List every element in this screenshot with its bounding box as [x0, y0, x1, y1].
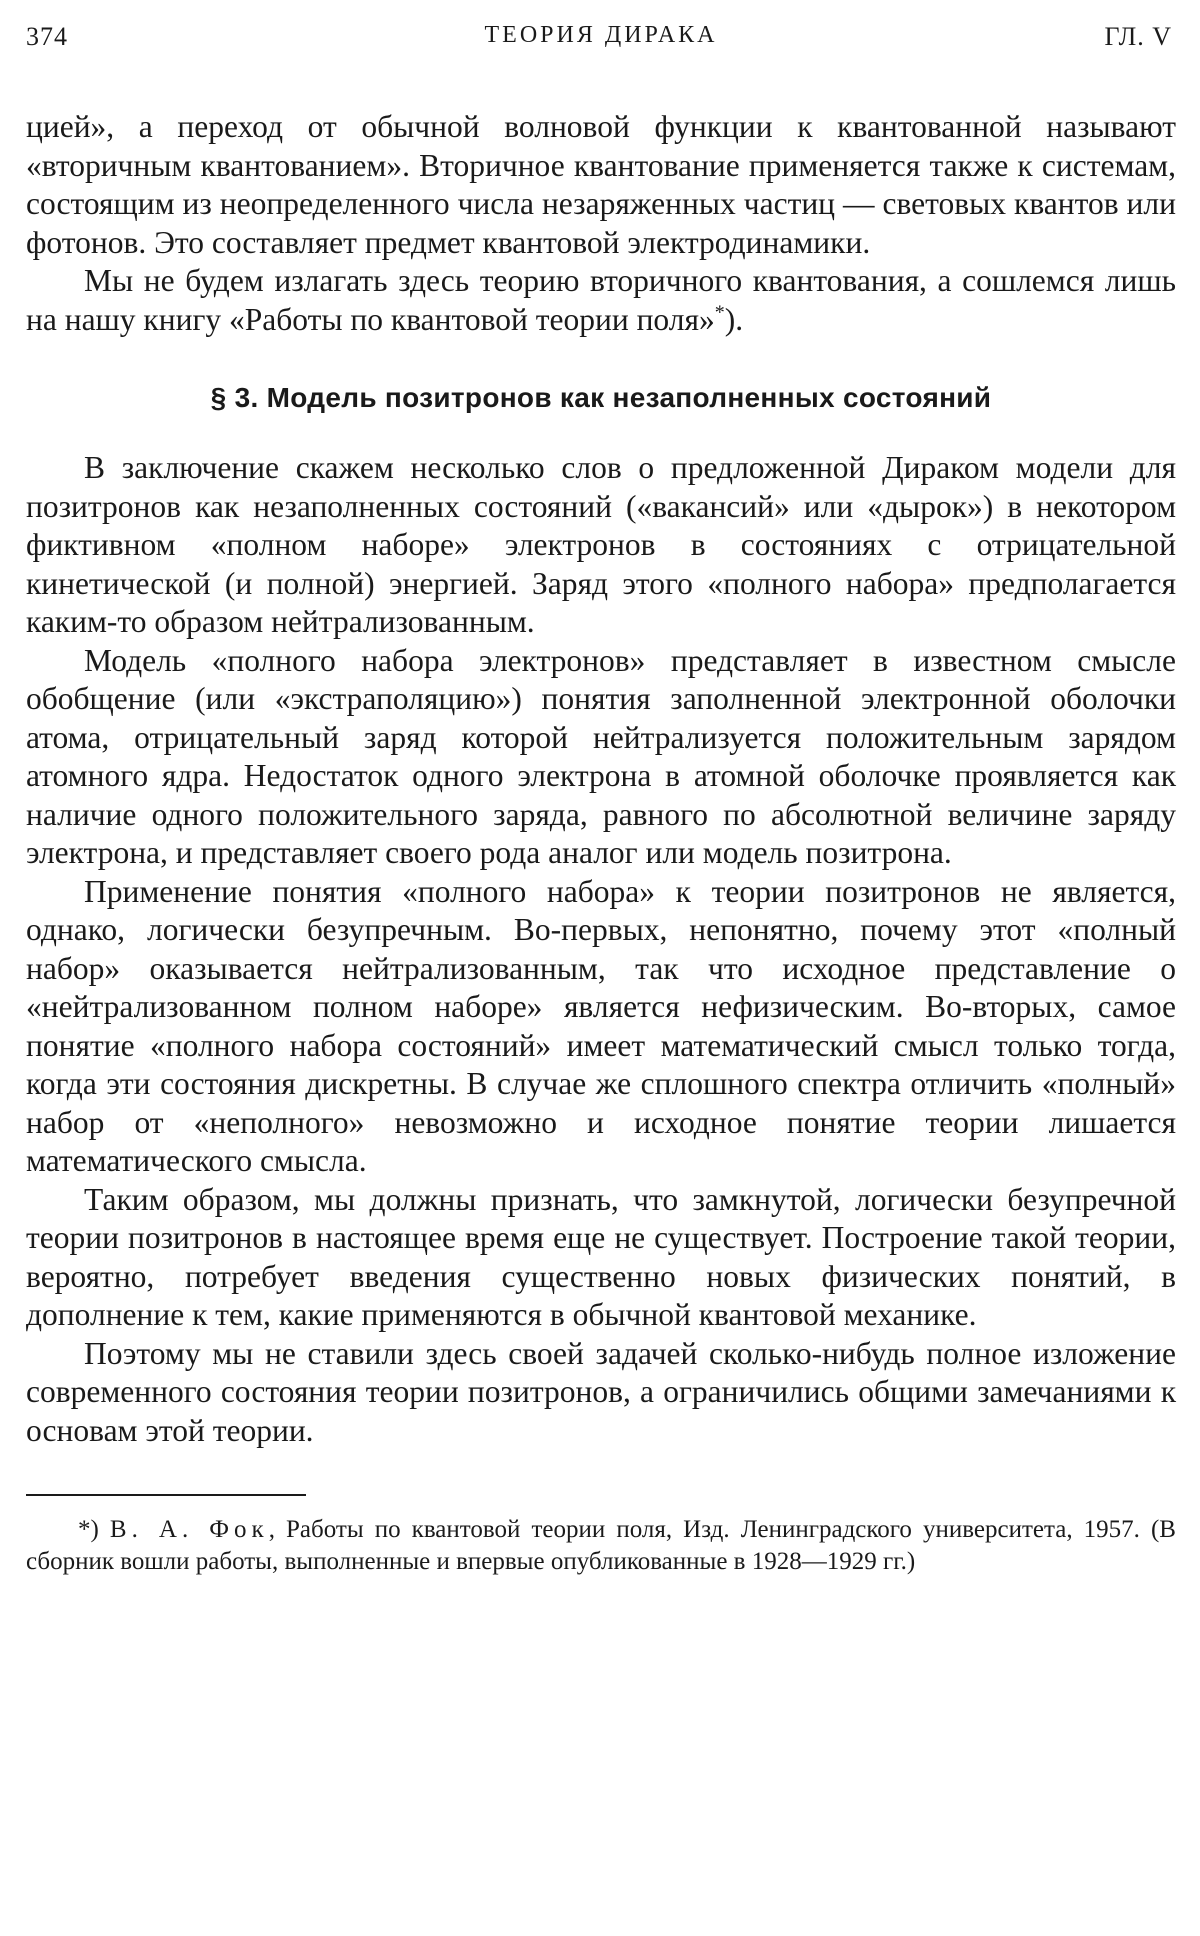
paragraph-critique: Применение понятия «полного набора» к теории позитронов не является, однако, логически безупречным. Во-первых, непонятно, почему этот «полный набор» оказывается нейтрализованным, так что исходное представление о «нейтрализованном полном наборе» является нефизическим. Во-вторых, самое понятие «полного набора состояний» имеет математический смысл только тогда, когда эти состояния дискретны. В случае же сплошного спектра отличить «полный» набор от «неполного» невозможно и исходное понятие теории лишается математического смысла.	[26, 873, 1176, 1178]
paragraph-dirac-model: В заключение скажем несколько слов о предложенной Дираком модели для позитронов как незаполненных состояний («вакансий» или «дырок») в некотором фиктивном «полном наборе» электронов в состояниях с отрицательной кинетической (и полной) энергией. Заряд этого «полного набора» предполагается каким-то образом нейтрализованным.	[26, 450, 1176, 639]
page-number: 374	[26, 22, 68, 51]
book-page	[26, 22, 1176, 1578]
footnote-reference: *	[714, 301, 725, 323]
chapter-label: ГЛ. V	[1104, 22, 1172, 51]
running-head	[26, 22, 1176, 66]
paragraph-second-quantization	[26, 262, 1176, 339]
footnote-marker: *)	[78, 1516, 110, 1543]
body-text	[26, 108, 1176, 1450]
footnote-text: , Работы по квантовой теории поля, Изд. Ленинградского университета, 1957. (В сборник вошли работы, выполненные и впервые опубликованные в 1928—1929 гг.)	[26, 1516, 1176, 1575]
paragraph-full-set-model: Модель «полного набора электронов» представляет в известном смысле обобщение (или «экстраполяцию») понятия заполненной электронной оболочки атома, отрицательный заряд которой нейтрализуется положительным зарядом атомного ядра. Недостаток одного электрона в атомной оболочке проявляется как наличие одного положительного заряда, равного по абсолютной величине заряду электрона, и представляет своего рода аналог или модель позитрона.	[26, 642, 1176, 870]
paragraph-tail: ).	[724, 301, 744, 337]
paragraph-continuation: цией», а переход от обычной волновой функции к квантованной называют «вторичным квантованием». Вторичное квантование применяется также к системам, состоящим из неопределенного числа незаряженных частиц — световых квантов или фотонов. Это составляет предмет квантовой электродинамики.	[26, 109, 1176, 260]
footnote-author: В. А. Фок	[109, 1516, 269, 1543]
paragraph-final: Поэтому мы не ставили здесь своей задачей сколько-нибудь полное изложение современного состояния теории позитронов, а ограничились общими замечаниями к основам этой теории.	[26, 1335, 1176, 1448]
running-title: ТЕОРИЯ ДИРАКА	[484, 22, 718, 48]
footnote	[26, 1514, 1176, 1578]
paragraph-conclusion: Таким образом, мы должны признать, что замкнутой, логически безупречной теории позитронов в настоящее время еще не существует. Построение такой теории, вероятно, потребует введения существенно новых физических понятий, в дополнение к тем, какие применяются в обычной квантовой механике.	[26, 1181, 1176, 1332]
paragraph-text: Мы не будем излагать здесь теорию вторичного квантования, а сошлемся лишь на нашу книгу «Работы по квантовой теории поля»	[26, 263, 1176, 337]
section-heading: § 3. Модель позитронов как незаполненных состояний	[210, 382, 992, 413]
footnote-rule	[26, 1494, 306, 1496]
